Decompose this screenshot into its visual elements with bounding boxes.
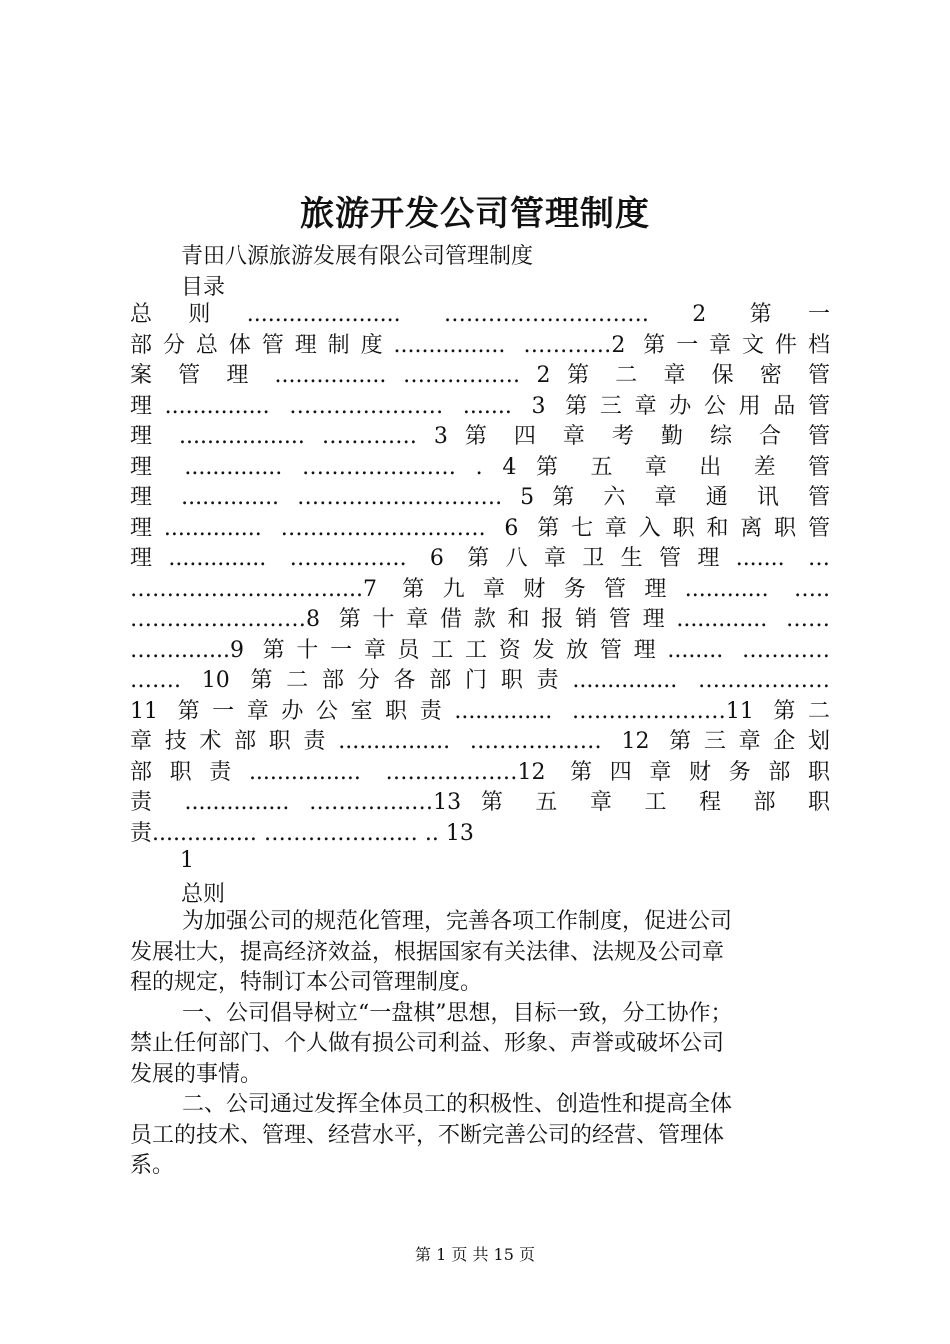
- toc-line: 案 管 理 ................ ……………. 2 第 二 章 保 密 管: [130, 363, 830, 388]
- section-heading: 总则: [181, 882, 226, 907]
- toc-line: 章技术部职责................ ……………… 12 第三章企划: [130, 729, 830, 754]
- toc-line: ……………………….....7 第九章财务管理............ …..: [130, 576, 830, 602]
- toc-line: 11 第一章办公室职责.............. …………………11 第二: [130, 698, 830, 724]
- toc-line: 责 ............... …………..…13 第 五 章 工 程 部 职: [130, 790, 830, 815]
- toc-line: 理 .................. …………. 3 第 四 章 考 勤 综 合 管: [130, 424, 830, 449]
- paragraph-line: 二、公司通过发挥全体员工的积极性、创造性和提高全体: [182, 1092, 733, 1117]
- document-subtitle: 青田八源旅游发展有限公司管理制度: [181, 244, 534, 269]
- paragraph-line: 发展壮大，提高经济效益，根据国家有关法律、法规及公司章: [130, 939, 725, 965]
- paragraph-line: 发展的事情。: [130, 1061, 263, 1087]
- paragraph-line: 程的规定，特制订本公司管理制度。: [130, 970, 483, 995]
- toc-line: 理.............. ………………………. 6 第七章入职和离职管: [130, 515, 830, 541]
- toc-line: 部分总体管理制度................ …………2 第一章文件档: [130, 332, 830, 358]
- paragraph-line: 员工的技术、管理、经营水平，不断完善公司的经营、管理体: [130, 1122, 725, 1148]
- toc-line: 理.............. ……………. 6 第八章卫生管理....... …: [130, 546, 830, 571]
- document-title: 旅游开发公司管理制度: [300, 194, 650, 234]
- toc-line: ……........9 第十一章员工工资发放管理........ …………: [130, 637, 830, 663]
- paragraph-line: 一、公司倡导树立“一盘棋”思想，目标一致，分工协作；: [182, 1000, 733, 1026]
- toc-line: 总则...................... ………………………. 2 第一: [130, 302, 830, 327]
- toc-line: 责............... ………………… .. 13: [130, 820, 474, 846]
- page-footer: 第 1 页 共 15 页: [415, 1245, 535, 1264]
- toc-line: 理 .............. ………………………. 5 第 六 章 通 讯 管: [130, 485, 830, 510]
- page-number-marker: 1: [180, 848, 194, 873]
- paragraph-line: 禁止任何部门、个人做有损公司利益、形象、声誉或破坏公司: [130, 1031, 725, 1056]
- toc-line: 理 .............. ………………… . 4 第 五 章 出 差 管: [130, 454, 830, 480]
- toc-line: ……. 10 第二部分各部门职责............... ………………: [130, 668, 830, 693]
- body-text: [130, 907, 830, 1182]
- toc-line: 部职责................ ………………12 第四章财务部职: [130, 759, 830, 785]
- toc-heading: 目录: [181, 275, 226, 300]
- toc-line: 理............... ………………… ....... 3 第三章办公用品管: [130, 393, 830, 419]
- toc-line: ……………………8 第十章借款和报销管理............. ……: [130, 607, 830, 632]
- paragraph-line: 系。: [130, 1153, 175, 1178]
- table-of-contents: [130, 300, 830, 849]
- paragraph-line: 为加强公司的规范化管理，完善各项工作制度，促进公司: [182, 909, 733, 934]
